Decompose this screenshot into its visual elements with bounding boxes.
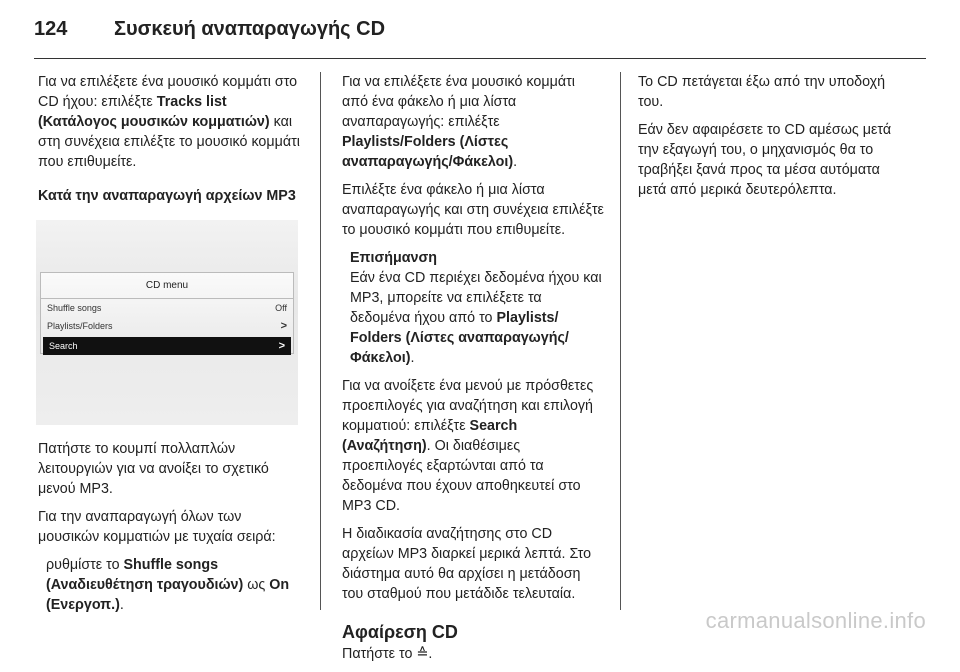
paragraph: ρυθμίστε το Shuffle songs (Αναδιευθέτηση τραγουδιών) ως On (Ενεργοπ.). xyxy=(46,557,290,613)
paragraph: Η διαδικασία αναζήτησης στο CD αρχείων MP3 διαρκεί μερικά λεπτά. Στο διάστημα αυτό θα αρχίσει η μετάδοση του σταθμού που μετάδιδε τελευταία. xyxy=(342,526,592,602)
page-header xyxy=(34,18,385,48)
paragraph: Για να επιλέξετε ένα μουσικό κομμάτι από ένα φάκελο ή μια λίστα αναπαραγωγής: επιλέξτε Playlists/Folders (Λίστες αναπαραγωγής/Φάκελοι). xyxy=(342,74,575,170)
cd-menu-figure xyxy=(36,220,298,425)
paragraph: Εάν δεν αφαιρέσετε το CD αμέσως μετά την εξαγωγή του, ο μηχανισμός θα το τραβήξει ξανά προς τα μέσα αυτόματα μετά από μερικά δευτερόλεπτα. xyxy=(638,122,892,198)
paragraph: Για την αναπαραγωγή όλων των μουσικών κομματιών με τυχαία σειρά: xyxy=(38,509,276,545)
chevron-right-icon: > xyxy=(278,340,285,352)
menu-row-shuffle: Shuffle songs Off xyxy=(47,303,287,313)
menu-row-search: Search > xyxy=(43,337,291,355)
paragraph: Για να επιλέξετε ένα μουσικό κομμάτι στο CD ήχου: επιλέξτε Tracks list (Κατάλογος μουσικών κομματιών) και στη συνέχεια επιλέξτε το μουσικό κομμάτι που επιθυμείτε. xyxy=(38,74,300,170)
paragraph: Για να ανοίξετε ένα μενού με πρόσθετες προεπιλογές για αναζήτηση και επιλογή κομματιού: επιλέξτε Search (Αναζήτηση). Οι διαθέσιμες προεπιλογές εξαρτώνται από τα δεδομένα που έχουν αποθηκευτεί στο MP3 CD. xyxy=(342,378,594,514)
cd-menu-screen xyxy=(40,272,294,354)
page-title: Συσκευή αναπαραγωγής CD xyxy=(114,18,386,40)
column-divider xyxy=(620,72,621,610)
column-divider xyxy=(320,72,321,610)
column-3 xyxy=(638,72,904,208)
subheading: Κατά την αναπαραγωγή αρχείων MP3 xyxy=(38,188,296,204)
header-rule xyxy=(34,58,926,59)
paragraph: Επιλέξτε ένα φάκελο ή μια λίστα αναπαραγωγής και στη συνέχεια επιλέξτε το μουσικό κομμάτι που επιθυμείτε. xyxy=(342,182,604,238)
paragraph: Πατήστε το ≙. xyxy=(342,646,433,662)
cd-menu-title: CD menu xyxy=(41,273,293,299)
note-title: Επισήμανση xyxy=(350,250,437,266)
paragraph: Πατήστε το κουμπί πολλαπλών λειτουργιών για να ανοίξει το σχετικό μενού MP3. xyxy=(38,441,269,497)
watermark: carmanualsonline.info xyxy=(705,608,926,633)
chevron-right-icon: > xyxy=(280,320,287,332)
column-1 xyxy=(38,72,306,623)
eject-icon: ≙ xyxy=(416,646,429,662)
page-number: 124 xyxy=(34,18,68,40)
paragraph: Το CD πετάγεται έξω από την υποδοχή του. xyxy=(638,74,886,110)
note-text: Εάν ένα CD περιέχει δεδομένα ήχου και MP3, μπορείτε να επιλέξετε τα δεδομένα ήχου από το Playlists/ Folders (Λίστες αναπαραγωγής/ Φάκελοι). xyxy=(350,270,602,366)
menu-row-playlists: Playlists/Folders > xyxy=(41,317,293,335)
section-heading: Αφαίρεση CD xyxy=(342,622,458,642)
note-box xyxy=(342,248,604,368)
column-2 xyxy=(342,72,604,672)
